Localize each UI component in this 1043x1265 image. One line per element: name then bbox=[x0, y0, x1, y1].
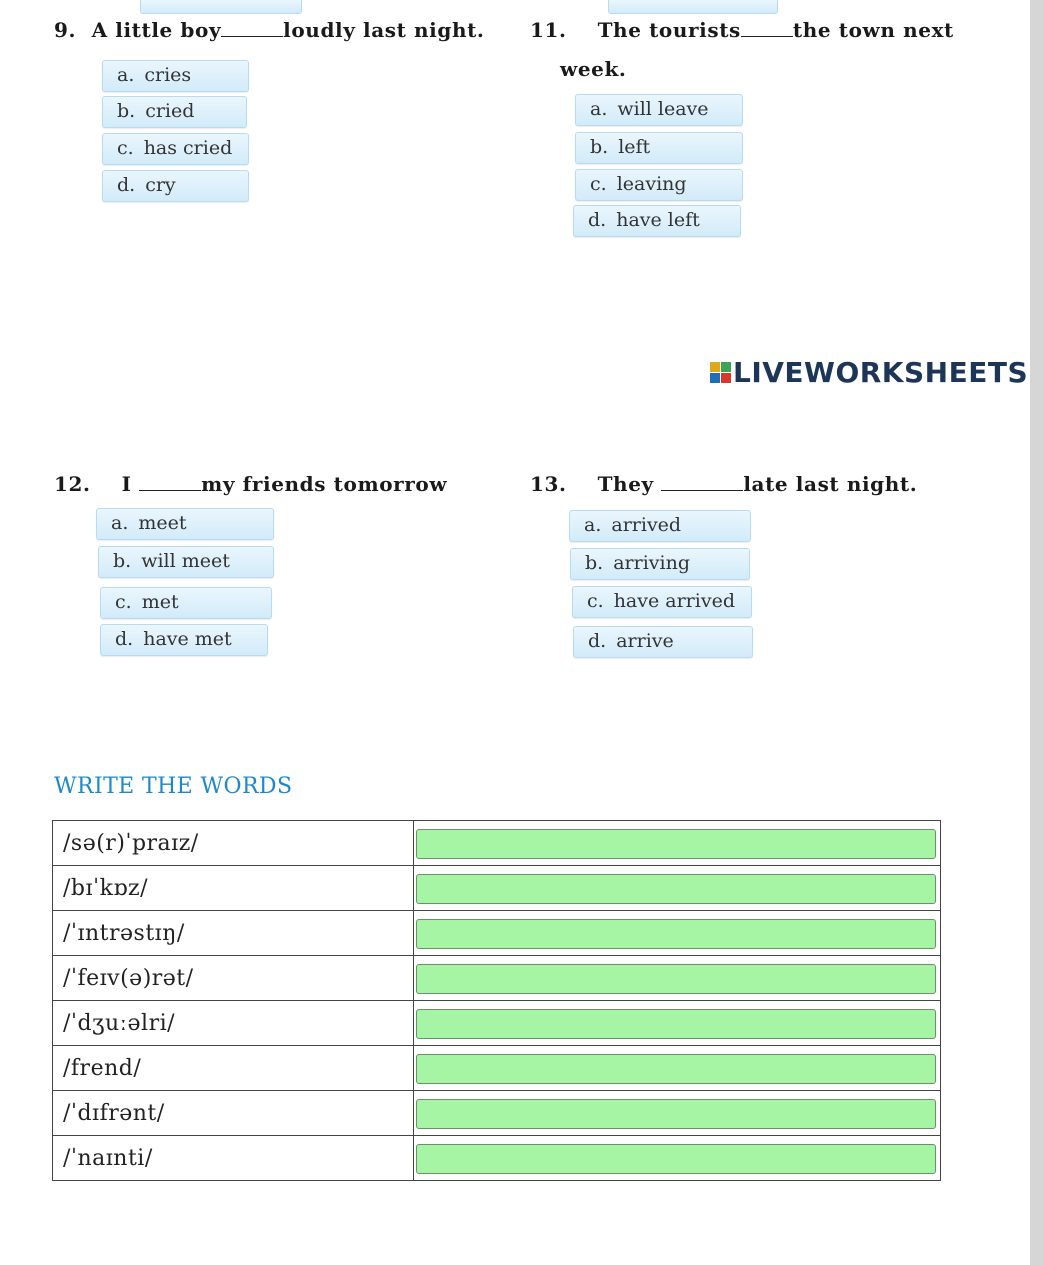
table-row bbox=[53, 1001, 941, 1046]
ipa-cell: /ˈnaɪnti/ bbox=[53, 1136, 414, 1181]
logo-tile-1 bbox=[710, 362, 720, 372]
option-letter: d. bbox=[588, 630, 607, 652]
question-12-prompt bbox=[54, 472, 447, 496]
previous-option-partial-right bbox=[608, 0, 778, 14]
option-text: cried bbox=[145, 100, 195, 122]
word-answer-input[interactable] bbox=[416, 1054, 936, 1084]
answer-cell bbox=[414, 1136, 941, 1181]
logo-tile-2 bbox=[721, 362, 731, 372]
ipa-cell: /sə(r)ˈpraɪz/ bbox=[53, 821, 414, 866]
q12-option-a[interactable] bbox=[96, 508, 274, 540]
option-letter: a. bbox=[584, 514, 602, 536]
question-number: 12. bbox=[54, 472, 91, 496]
logo-tile-4 bbox=[721, 373, 731, 383]
question-text-after-line2: week. bbox=[560, 57, 627, 81]
q13-option-d[interactable] bbox=[573, 626, 753, 658]
option-letter: b. bbox=[117, 100, 136, 122]
q12-option-c[interactable] bbox=[100, 587, 272, 619]
question-9-prompt bbox=[54, 18, 485, 42]
option-text: meet bbox=[138, 512, 187, 534]
answer-cell bbox=[414, 1046, 941, 1091]
option-letter: b. bbox=[113, 550, 132, 572]
option-text: have met bbox=[143, 628, 232, 650]
q13-option-a[interactable] bbox=[569, 510, 751, 542]
word-answer-input[interactable] bbox=[416, 1099, 936, 1129]
question-11-prompt-continued bbox=[560, 57, 627, 81]
option-text: will meet bbox=[141, 550, 230, 572]
table-row bbox=[53, 956, 941, 1001]
option-text: arrived bbox=[611, 514, 682, 536]
ipa-cell: /bɪˈkɒz/ bbox=[53, 866, 414, 911]
previous-option-partial-left bbox=[140, 0, 302, 14]
option-text: cry bbox=[145, 174, 176, 196]
answer-blank bbox=[139, 472, 201, 491]
word-answer-input[interactable] bbox=[416, 964, 936, 994]
ipa-cell: /frend/ bbox=[53, 1046, 414, 1091]
answer-cell bbox=[414, 956, 941, 1001]
word-answer-input[interactable] bbox=[416, 1144, 936, 1174]
table-row bbox=[53, 1136, 941, 1181]
question-number: 11. bbox=[530, 18, 567, 42]
answer-blank bbox=[741, 18, 793, 37]
option-letter: a. bbox=[590, 98, 608, 120]
option-text: will leave bbox=[617, 98, 709, 120]
question-text-before: I bbox=[121, 472, 132, 496]
ipa-cell: /ˈɪntrəstɪŋ/ bbox=[53, 911, 414, 956]
question-13-prompt bbox=[530, 472, 917, 496]
question-number: 9. bbox=[54, 18, 77, 42]
word-answer-input[interactable] bbox=[416, 829, 936, 859]
option-letter: b. bbox=[585, 552, 604, 574]
ipa-cell: /ˈfeɪv(ə)rət/ bbox=[53, 956, 414, 1001]
option-text: arriving bbox=[613, 552, 690, 574]
option-text: have left bbox=[616, 209, 700, 231]
logo-text: LIVEWORKSHEETS bbox=[733, 356, 1029, 389]
answer-cell bbox=[414, 866, 941, 911]
word-answer-input[interactable] bbox=[416, 1009, 936, 1039]
q9-option-a[interactable] bbox=[102, 60, 249, 92]
option-letter: c. bbox=[587, 590, 604, 612]
ipa-cell: /ˈdɪfrənt/ bbox=[53, 1091, 414, 1136]
answer-blank bbox=[661, 472, 743, 491]
option-text: met bbox=[141, 591, 179, 613]
q9-option-c[interactable] bbox=[102, 133, 249, 165]
option-text: leaving bbox=[616, 173, 687, 195]
word-answer-input[interactable] bbox=[416, 874, 936, 904]
answer-blank bbox=[221, 18, 283, 37]
q11-option-d[interactable] bbox=[573, 205, 741, 237]
option-text: have arrived bbox=[613, 590, 735, 612]
page-edge-scrollbar[interactable] bbox=[1030, 0, 1043, 1265]
q11-option-c[interactable] bbox=[575, 169, 743, 201]
table-row bbox=[53, 1046, 941, 1091]
option-text: has cried bbox=[143, 137, 233, 159]
table-row bbox=[53, 911, 941, 956]
ipa-cell: /ˈdʒuːəlri/ bbox=[53, 1001, 414, 1046]
question-text-after: the town next bbox=[792, 18, 954, 42]
option-letter: d. bbox=[115, 628, 134, 650]
q11-option-b[interactable] bbox=[575, 132, 743, 164]
table-row bbox=[53, 821, 941, 866]
q12-option-d[interactable] bbox=[100, 624, 268, 656]
option-letter: b. bbox=[590, 136, 609, 158]
answer-cell bbox=[414, 821, 941, 866]
table-row bbox=[53, 866, 941, 911]
liveworksheets-logo bbox=[710, 356, 1028, 389]
answer-cell bbox=[414, 1001, 941, 1046]
option-letter: a. bbox=[117, 64, 135, 86]
answer-cell bbox=[414, 1091, 941, 1136]
option-letter: d. bbox=[117, 174, 136, 196]
q11-option-a[interactable] bbox=[575, 94, 743, 126]
option-letter: a. bbox=[111, 512, 129, 534]
question-text-after: loudly last night. bbox=[283, 18, 485, 42]
option-text: left bbox=[618, 136, 651, 158]
option-text: cries bbox=[144, 64, 192, 86]
logo-tile-3 bbox=[710, 373, 720, 383]
question-text-after: late last night. bbox=[743, 472, 918, 496]
option-text: arrive bbox=[616, 630, 674, 652]
option-letter: d. bbox=[588, 209, 607, 231]
q9-option-b[interactable] bbox=[102, 96, 247, 128]
question-text-before: They bbox=[597, 472, 654, 496]
q13-option-b[interactable] bbox=[570, 548, 750, 580]
option-letter: c. bbox=[117, 137, 134, 159]
option-letter: c. bbox=[590, 173, 607, 195]
answer-cell bbox=[414, 911, 941, 956]
option-letter: c. bbox=[115, 591, 132, 613]
section-title: WRITE THE WORDS bbox=[54, 774, 293, 799]
q9-option-d[interactable] bbox=[102, 170, 249, 202]
question-text-after: my friends tomorrow bbox=[201, 472, 448, 496]
liveworksheets-logo-icon bbox=[710, 362, 731, 383]
question-number: 13. bbox=[530, 472, 567, 496]
q12-option-b[interactable] bbox=[98, 546, 274, 578]
q13-option-c[interactable] bbox=[572, 586, 752, 618]
question-text-before: The tourists bbox=[597, 18, 741, 42]
word-answer-input[interactable] bbox=[416, 919, 936, 949]
table-row bbox=[53, 1091, 941, 1136]
ipa-words-table bbox=[52, 820, 941, 1181]
question-11-prompt bbox=[530, 18, 954, 42]
question-text-before: A little boy bbox=[91, 18, 222, 42]
